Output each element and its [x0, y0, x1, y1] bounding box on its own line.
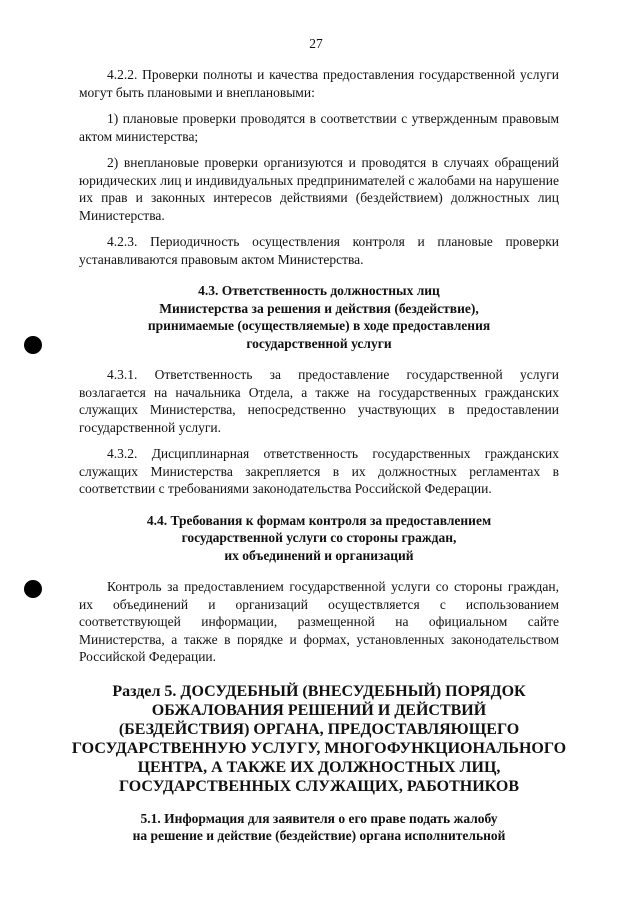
heading-line: (БЕЗДЕЙСТВИЯ) ОРГАНА, ПРЕДОСТАВЛЯЮЩЕГО [118, 720, 520, 738]
heading-4-4 [79, 512, 559, 565]
paragraph-control: Контроль за предоставлением государственной услуги со стороны граждан, их объединений и организаций осуществляется с использованием соответствующей информации, размещенной на официальном сайте Министерства, а также в порядке и формах, установленных законодательством Российской Федерации. [79, 579, 559, 664]
heading-line: Раздел 5. ДОСУДЕБНЫЙ (ВНЕСУДЕБНЫЙ) ПОРЯДОК [112, 682, 526, 700]
heading-line: их объединений и организаций [224, 547, 414, 563]
heading-line: государственной услуги со стороны граждан, [181, 530, 457, 545]
paragraph-4-3-2: 4.3.2. Дисциплинарная ответственность государственных гражданских служащих Министерства закрепляется в их должностных регламентах в соответствии с требованиями законодательства Российской Федерации. [79, 446, 559, 496]
heading-line: 4.4. Требования к формам контроля за предоставлением [146, 512, 492, 528]
binder-hole-mark [24, 580, 42, 598]
heading-line: государственной услуги [246, 335, 392, 351]
document-body [71, 66, 567, 859]
paragraph-4-3-1: 4.3.1. Ответственность за предоставление государственной услуги возлагается на начальника Отдела, а также на государственных гражданских служащих Министерства, непосредственно участвующих в предоставлении государственной услуги. [79, 367, 559, 435]
heading-line: на решение и действие (бездействие) органа исполнительной [132, 828, 506, 843]
heading-line: принимаемые (осуществляемые) в ходе предоставления [147, 318, 491, 333]
paragraph-unplanned-checks: 2) внеплановые проверки организуются и проводятся в случаях обращений юридических лиц и индивидуальных предпринимателей с жалобами на нарушение их прав и законных интересов действиями (бездействием) должностных лиц Министерства. [79, 155, 559, 223]
heading-line: 4.3. Ответственность должностных лиц [198, 283, 440, 298]
heading-4-3 [79, 282, 559, 352]
heading-line: ГОСУДАРСТВЕННЫХ СЛУЖАЩИХ, РАБОТНИКОВ [119, 777, 519, 795]
page-number: 27 [309, 36, 323, 51]
heading-5-1 [69, 810, 569, 845]
paragraph-4-2-3: 4.2.3. Периодичность осуществления контроля и плановые проверки устанавливаются правовым актом Министерства. [79, 234, 559, 267]
section-5-heading [65, 682, 573, 796]
paragraph-planned-checks: 1) плановые проверки проводятся в соответствии с утвержденным правовым актом министерства; [79, 111, 559, 144]
heading-line: 5.1. Информация для заявителя о его праве подать жалобу [140, 810, 498, 826]
binder-hole-mark [24, 336, 42, 354]
heading-line: ЦЕНТРА, А ТАКЖЕ ИХ ДОЛЖНОСТНЫХ ЛИЦ, [137, 758, 501, 776]
paragraph-4-2-2: 4.2.2. Проверки полноты и качества предоставления государственной услуги могут быть плановыми и внеплановыми: [79, 67, 559, 100]
heading-line: ОБЖАЛОВАНИЯ РЕШЕНИЙ И ДЕЙСТВИЙ [151, 701, 487, 719]
heading-line: Министерства за решения и действия (бездействие), [159, 300, 479, 316]
heading-line: ГОСУДАРСТВЕННУЮ УСЛУГУ, МНОГОФУНКЦИОНАЛЬНОГО [71, 739, 567, 757]
